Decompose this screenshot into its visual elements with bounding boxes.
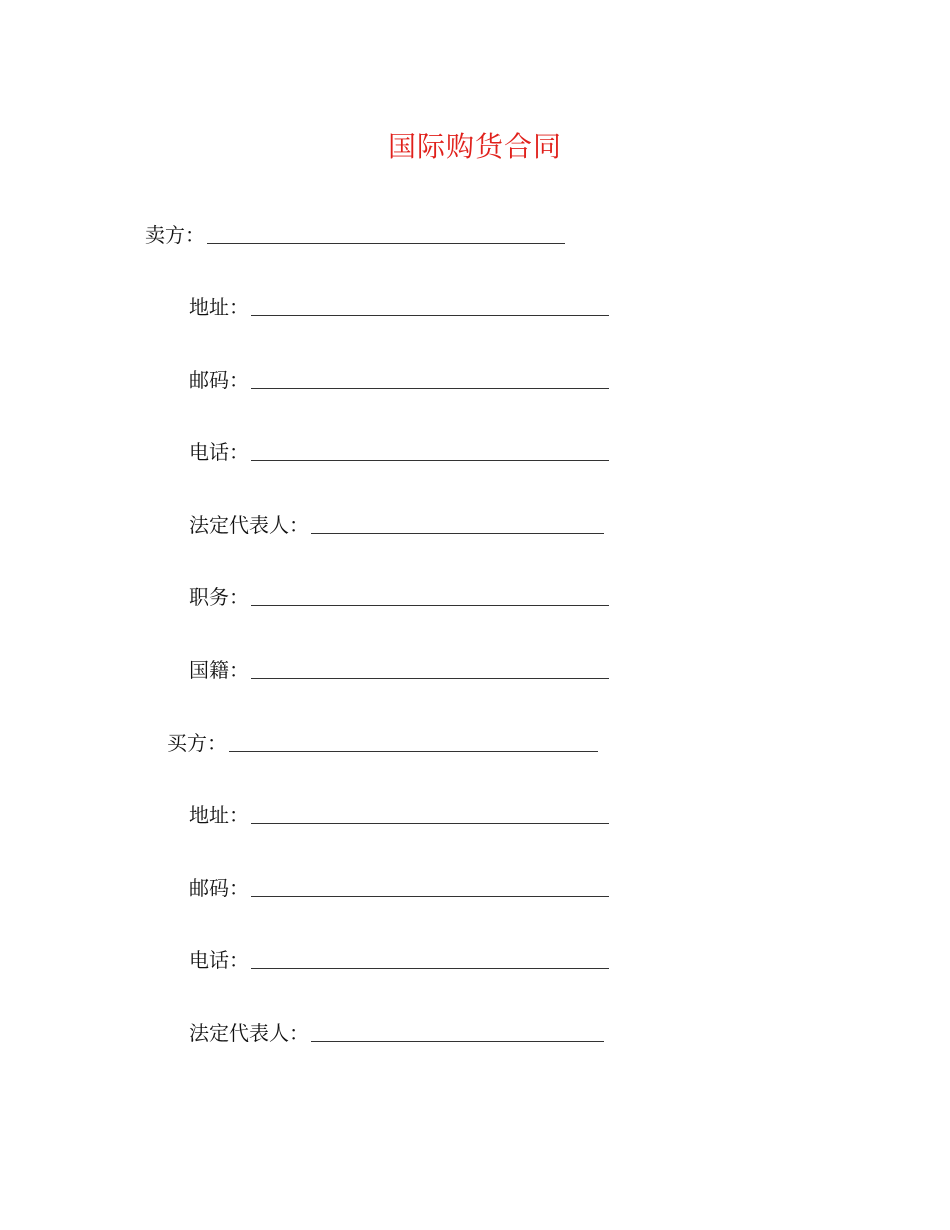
seller-address-blank-line <box>251 315 609 316</box>
seller-legal-rep-blank-line <box>311 533 604 534</box>
buyer-legal-rep-row <box>189 1017 604 1045</box>
buyer-address-label: 地址： <box>189 803 249 827</box>
seller-phone-label: 电话： <box>189 440 249 464</box>
seller-row <box>145 219 565 247</box>
buyer-row <box>167 727 598 755</box>
buyer-phone-label: 电话： <box>189 948 249 972</box>
buyer-postcode-row <box>189 872 609 900</box>
seller-label: 卖方： <box>145 223 205 247</box>
seller-phone-blank-line <box>251 460 609 461</box>
buyer-legal-rep-blank-line <box>311 1041 604 1042</box>
seller-position-blank-line <box>251 605 609 606</box>
seller-legal-rep-row <box>189 509 604 537</box>
buyer-postcode-blank-line <box>251 896 609 897</box>
seller-nationality-blank-line <box>251 678 609 679</box>
seller-nationality-row <box>189 654 609 682</box>
buyer-postcode-label: 邮码： <box>189 876 249 900</box>
seller-position-row <box>189 581 609 609</box>
seller-legal-rep-label: 法定代表人： <box>189 513 309 537</box>
buyer-label: 买方： <box>167 731 227 755</box>
seller-address-row <box>189 291 609 319</box>
seller-position-label: 职务： <box>189 585 249 609</box>
buyer-address-blank-line <box>251 823 609 824</box>
buyer-phone-blank-line <box>251 968 609 969</box>
seller-address-label: 地址： <box>189 295 249 319</box>
seller-postcode-row <box>189 364 609 392</box>
seller-nationality-label: 国籍： <box>189 658 249 682</box>
buyer-legal-rep-label: 法定代表人： <box>189 1021 309 1045</box>
buyer-blank-line <box>229 751 598 752</box>
buyer-phone-row <box>189 944 609 972</box>
seller-blank-line <box>207 243 565 244</box>
seller-phone-row <box>189 436 609 464</box>
seller-postcode-blank-line <box>251 388 609 389</box>
document-title: 国际购货合同 <box>387 130 562 163</box>
buyer-address-row <box>189 799 609 827</box>
seller-postcode-label: 邮码： <box>189 368 249 392</box>
